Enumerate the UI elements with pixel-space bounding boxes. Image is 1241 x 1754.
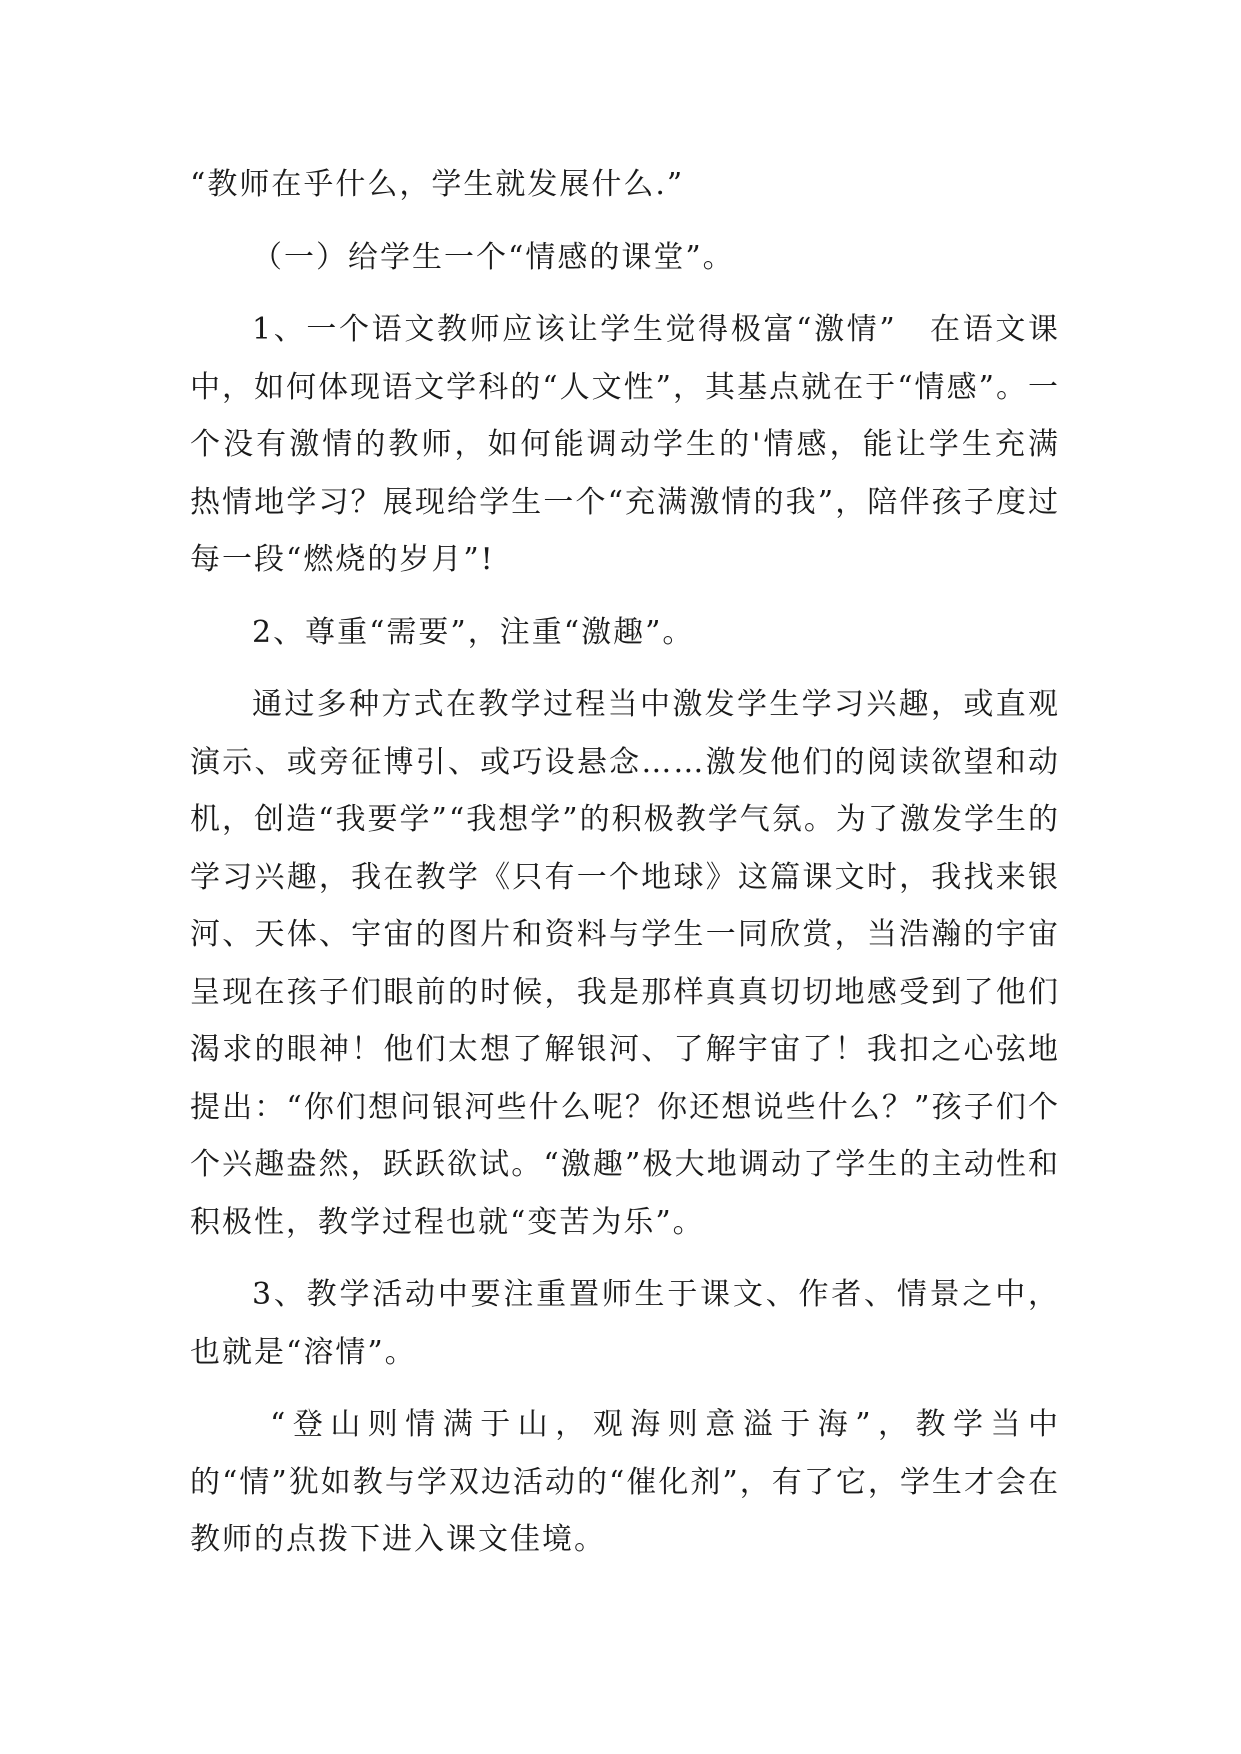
paragraph-point-2: 2、尊重“需要”，注重“激趣”。 (252, 614, 695, 650)
paragraph-point-1: 1、一个语文教师应该让学生觉得极富“激情” 在语文课中，如何体现语文学科的“人文性”，其基点就在于“情感”。一个没有激情的教师，如何能调动学生的'情感，能让学生充满热情地学习？展现给学生一个“充满激情的我”，陪伴孩子度过每一段“燃烧的岁月”! (190, 312, 1060, 577)
section-heading-emotional-classroom: （一）给学生一个“情感的课堂”。 (252, 239, 735, 275)
document-body (190, 156, 1060, 1584)
paragraph-catalyst: “登山则情满于山，观海则意溢于海”，教学当中的“情”犹如教与学双边活动的“催化剂”，有了它，学生才会在教师的点拨下进入课文佳境。 (190, 1407, 1060, 1557)
paragraph-point-3: 3、教学活动中要注重置师生于课文、作者、情景之中，也就是“溶情”。 (190, 1277, 1060, 1370)
paragraph-quote: “教师在乎什么，学生就发展什么.” (190, 167, 685, 202)
paragraph-interest-example: 通过多种方式在教学过程当中激发学生学习兴趣，或直观演示、或旁征博引、或巧设悬念……激发他们的阅读欲望和动机，创造“我要学”“我想学”的积极教学气氛。为了激发学生的学习兴趣，我在教学《只有一个地球》这篇课文时，我找来银河、天体、宇宙的图片和资料与学生一同欣赏，当浩瀚的宇宙呈现在孩子们眼前的时候，我是那样真真切切地感受到了他们渴求的眼神！他们太想了解银河、了解宇宙了！我扣之心弦地提出：“你们想问银河些什么呢？你还想说些什么？”孩子们个个兴趣盎然，跃跃欲试。“激趣”极大地调动了学生的主动性和积极性，教学过程也就“变苦为乐”。 (190, 687, 1060, 1240)
